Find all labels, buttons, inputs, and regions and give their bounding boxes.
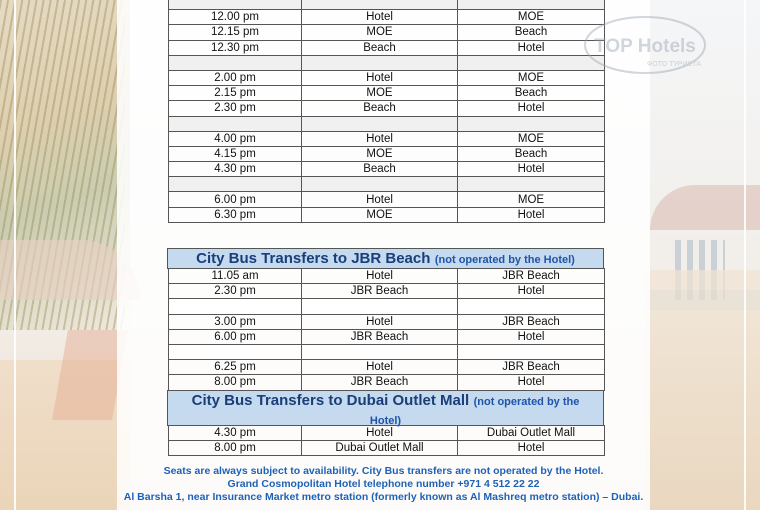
from-cell xyxy=(302,55,458,70)
table-row xyxy=(169,207,605,222)
table-row xyxy=(169,314,605,329)
to-cell: MOE xyxy=(458,131,605,146)
time-cell: 6.25 pm xyxy=(169,360,302,375)
from-cell: Beach xyxy=(302,40,458,55)
table-row xyxy=(169,146,605,161)
time-cell xyxy=(169,116,302,131)
from-cell: JBR Beach xyxy=(302,375,458,390)
time-cell: 2.00 pm xyxy=(169,70,302,85)
to-cell xyxy=(458,116,605,131)
time-cell xyxy=(169,177,302,192)
from-cell: Hotel xyxy=(302,192,458,207)
jbr-transfer-table xyxy=(168,268,605,391)
from-cell: Dubai Outlet Mall xyxy=(302,441,458,456)
time-cell: 6.00 pm xyxy=(169,192,302,207)
from-cell: MOE xyxy=(302,146,458,161)
to-cell: JBR Beach xyxy=(458,360,605,375)
jbr-title: City Bus Transfers to JBR Beach xyxy=(196,250,431,267)
from-cell: Hotel xyxy=(302,131,458,146)
time-cell: 2.30 pm xyxy=(169,101,302,116)
time-cell xyxy=(169,55,302,70)
from-cell: MOE xyxy=(302,25,458,40)
table-row xyxy=(169,131,605,146)
from-cell: Hotel xyxy=(302,314,458,329)
to-cell: Hotel xyxy=(458,207,605,222)
table-row xyxy=(169,344,605,359)
outlet-section-header xyxy=(167,390,604,426)
table-row xyxy=(169,375,605,390)
table-row xyxy=(169,86,605,101)
outlet-transfer-table xyxy=(168,425,605,456)
from-cell: Hotel xyxy=(302,269,458,284)
time-cell xyxy=(169,0,302,10)
time-cell: 3.00 pm xyxy=(169,314,302,329)
table-row xyxy=(169,299,605,314)
to-cell: Hotel xyxy=(458,441,605,456)
from-cell: MOE xyxy=(302,207,458,222)
outlet-note-line2: Hotel) xyxy=(369,415,402,427)
time-cell: 4.15 pm xyxy=(169,146,302,161)
table-row xyxy=(169,10,605,25)
from-cell: MOE xyxy=(302,86,458,101)
table-row xyxy=(169,116,605,131)
svg-text:TOP Hotels: TOP Hotels xyxy=(594,36,696,57)
table-row xyxy=(169,177,605,192)
table-row xyxy=(169,192,605,207)
table-row xyxy=(169,162,605,177)
to-cell: Dubai Outlet Mall xyxy=(458,426,605,441)
time-cell: 2.30 pm xyxy=(169,284,302,299)
time-cell: 6.00 pm xyxy=(169,329,302,344)
beach-shuttle-table xyxy=(168,0,605,223)
hotel-phone-note: Grand Cosmopolitan Hotel telephone number +971 4 512 22 22 xyxy=(227,478,540,490)
from-cell: Hotel xyxy=(302,360,458,375)
to-cell: Hotel xyxy=(458,375,605,390)
to-cell: MOE xyxy=(458,70,605,85)
time-cell: 4.00 pm xyxy=(169,131,302,146)
table-row xyxy=(169,40,605,55)
time-cell: 2.15 pm xyxy=(169,86,302,101)
time-cell: 8.00 pm xyxy=(169,375,302,390)
time-cell: 8.00 pm xyxy=(169,441,302,456)
outlet-title: City Bus Transfers to Dubai Outlet Mall xyxy=(191,392,470,409)
from-cell xyxy=(302,116,458,131)
time-cell: 4.30 pm xyxy=(169,162,302,177)
to-cell xyxy=(458,344,605,359)
jbr-section-header xyxy=(167,248,604,269)
from-cell xyxy=(302,177,458,192)
to-cell: Beach xyxy=(458,146,605,161)
table-row xyxy=(169,441,605,456)
to-cell: MOE xyxy=(458,192,605,207)
from-cell: JBR Beach xyxy=(302,329,458,344)
to-cell: JBR Beach xyxy=(458,269,605,284)
from-cell xyxy=(302,0,458,10)
from-cell xyxy=(302,344,458,359)
time-cell xyxy=(169,299,302,314)
table-row xyxy=(169,329,605,344)
from-cell: Beach xyxy=(302,162,458,177)
table-row xyxy=(169,426,605,441)
table-row xyxy=(169,55,605,70)
time-cell: 4.30 pm xyxy=(169,426,302,441)
hotel-address-note: Al Barsha 1, near Insurance Market metro station (formerly known as Al Mashreq metro station) – Dubai. xyxy=(123,491,644,503)
table-row xyxy=(169,25,605,40)
from-cell: JBR Beach xyxy=(302,284,458,299)
to-cell xyxy=(458,0,605,10)
table-row xyxy=(169,360,605,375)
to-cell: Beach xyxy=(458,86,605,101)
table-row xyxy=(169,269,605,284)
to-cell: Hotel xyxy=(458,284,605,299)
time-cell: 12.00 pm xyxy=(169,10,302,25)
time-cell: 12.15 pm xyxy=(169,25,302,40)
tophotels-watermark-logo xyxy=(582,14,708,76)
table-row xyxy=(169,284,605,299)
to-cell: Hotel xyxy=(458,101,605,116)
table-row xyxy=(169,0,605,10)
from-cell xyxy=(302,299,458,314)
time-cell: 11.05 am xyxy=(169,269,302,284)
to-cell: JBR Beach xyxy=(458,314,605,329)
svg-text:ФОТО ТУРИСТА: ФОТО ТУРИСТА xyxy=(646,61,702,68)
to-cell: Hotel xyxy=(458,40,605,55)
table-row xyxy=(169,101,605,116)
table-row xyxy=(169,70,605,85)
time-cell xyxy=(169,344,302,359)
from-cell: Hotel xyxy=(302,70,458,85)
to-cell: Hotel xyxy=(458,162,605,177)
to-cell xyxy=(458,177,605,192)
from-cell: Hotel xyxy=(302,10,458,25)
time-cell: 6.30 pm xyxy=(169,207,302,222)
to-cell xyxy=(458,299,605,314)
from-cell: Hotel xyxy=(302,426,458,441)
to-cell: MOE xyxy=(458,10,605,25)
to-cell: Beach xyxy=(458,25,605,40)
to-cell: Hotel xyxy=(458,329,605,344)
availability-note: Seats are always subject to availability. City Bus transfers are not operated by the Hotel. xyxy=(163,465,604,477)
outlet-note: (not operated by the xyxy=(473,396,580,408)
time-cell: 12.30 pm xyxy=(169,40,302,55)
from-cell: Beach xyxy=(302,101,458,116)
jbr-note: (not operated by the Hotel) xyxy=(434,254,575,266)
